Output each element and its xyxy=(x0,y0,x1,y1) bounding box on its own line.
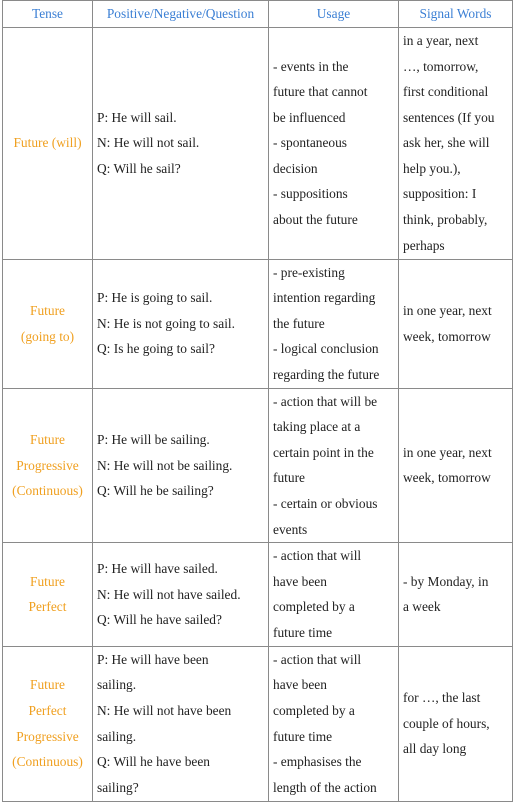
signal-words-cell xyxy=(399,388,513,543)
header-tense: Tense xyxy=(3,1,93,28)
usage-line: decision xyxy=(273,160,318,176)
example-line: N: He will not be sailing. xyxy=(97,457,233,473)
usage-line: regarding the future xyxy=(273,366,380,382)
examples-cell xyxy=(93,646,269,801)
example-line: Q: Will he have been xyxy=(97,754,210,770)
header-row xyxy=(3,1,513,28)
examples-cell xyxy=(93,388,269,543)
tense-line: Future xyxy=(30,431,65,447)
usage-line: intention regarding xyxy=(273,290,376,306)
example-line: P: He will sail. xyxy=(97,109,177,125)
signal-line: help you.), xyxy=(403,160,461,176)
tense-cell xyxy=(3,646,93,801)
usage-line: certain point in the xyxy=(273,444,374,460)
example-line: P: He is going to sail. xyxy=(97,290,213,306)
usage-line: - pre-existing xyxy=(273,264,345,280)
usage-line: be influenced xyxy=(273,109,346,125)
example-line: P: He will have been xyxy=(97,651,209,667)
usage-line: - emphasises the xyxy=(273,754,362,770)
usage-line: future that cannot xyxy=(273,84,368,100)
example-line: N: He will not have been xyxy=(97,702,232,718)
usage-cell xyxy=(269,543,399,646)
tense-line: (going to) xyxy=(20,328,75,344)
signal-line: for …, the last xyxy=(403,690,481,706)
usage-line: length of the action xyxy=(273,779,377,795)
signal-words-cell xyxy=(399,259,513,388)
signal-line: in one year, next xyxy=(403,303,492,318)
example-line: Q: Will he sail? xyxy=(97,160,181,176)
example-line: Q: Will he be sailing? xyxy=(97,483,214,499)
usage-line: - action that will xyxy=(273,651,362,667)
tense-line: (Continuous) xyxy=(12,483,83,499)
signal-line: week, tomorrow xyxy=(403,470,491,486)
signal-line: - by Monday, in xyxy=(403,573,489,589)
usage-line: have been xyxy=(273,573,327,589)
usage-line: completed by a xyxy=(273,599,355,615)
usage-cell xyxy=(269,646,399,801)
examples-cell xyxy=(93,259,269,388)
signal-words-cell xyxy=(399,543,513,646)
usage-line: future time xyxy=(273,728,333,744)
signal-line: …, tomorrow, xyxy=(403,58,479,74)
tense-line: Perfect xyxy=(28,599,67,615)
usage-line: the future xyxy=(273,315,325,331)
table-row xyxy=(3,388,513,543)
tense-cell xyxy=(3,259,93,388)
signal-line: first conditional xyxy=(403,84,489,100)
header-positive-negative-question: Positive/Negative/Question xyxy=(93,1,269,28)
signal-words-cell xyxy=(399,27,513,259)
signal-words-cell xyxy=(399,646,513,801)
usage-line: - suppositions xyxy=(273,186,348,202)
example-line: sailing. xyxy=(97,677,137,693)
usage-cell xyxy=(269,27,399,259)
header-usage: Usage xyxy=(269,1,399,28)
tense-line: Perfect xyxy=(28,702,67,718)
example-line: N: He will not have sailed. xyxy=(97,586,241,602)
signal-line: supposition: I xyxy=(403,186,477,202)
usage-line: completed by a xyxy=(273,702,355,718)
signal-line: think, probably, xyxy=(403,212,488,228)
usage-line: - certain or obvious xyxy=(273,495,378,511)
signal-line: a week xyxy=(403,599,441,615)
tense-line: Future (will) xyxy=(13,135,82,151)
tenses-table xyxy=(2,0,513,802)
signal-line: all day long xyxy=(403,741,467,757)
signal-line: in one year, next xyxy=(403,444,492,460)
usage-cell xyxy=(269,388,399,543)
usage-line: about the future xyxy=(273,212,358,228)
example-line: Q: Will he have sailed? xyxy=(97,612,222,628)
usage-line: - logical conclusion xyxy=(273,341,379,357)
usage-line: - action that will xyxy=(273,548,362,564)
tense-line: Future xyxy=(30,573,65,589)
tense-line: Progressive xyxy=(16,728,79,744)
tense-cell xyxy=(3,388,93,543)
example-line: N: He is not going to sail. xyxy=(97,315,235,331)
usage-line: future time xyxy=(273,624,333,640)
usage-line: - spontaneous xyxy=(273,135,348,151)
example-line: P: He will have sailed. xyxy=(97,560,218,576)
usage-line: future xyxy=(273,470,305,486)
usage-line: - action that will be xyxy=(273,393,378,409)
table-row xyxy=(3,27,513,259)
tense-line: Progressive xyxy=(16,457,79,473)
examples-cell xyxy=(93,27,269,259)
example-line: sailing? xyxy=(97,779,139,795)
example-line: sailing. xyxy=(97,728,137,744)
example-line: Q: Is he going to sail? xyxy=(97,341,215,357)
example-line: N: He will not sail. xyxy=(97,135,200,151)
signal-line: week, tomorrow xyxy=(403,328,491,344)
tense-line: (Continuous) xyxy=(12,754,83,770)
usage-line: events xyxy=(273,521,308,537)
example-line: P: He will be sailing. xyxy=(97,431,210,447)
usage-line: have been xyxy=(273,677,327,693)
tense-cell xyxy=(3,543,93,646)
usage-line: - events in the xyxy=(273,58,349,74)
examples-cell xyxy=(93,543,269,646)
tense-line: Future xyxy=(30,677,65,693)
signal-line: ask her, she will xyxy=(403,135,490,151)
table-row xyxy=(3,543,513,646)
tense-cell xyxy=(3,27,93,259)
usage-cell xyxy=(269,259,399,388)
signal-line: sentences (If you xyxy=(403,109,495,125)
signal-line: in a year, next xyxy=(403,32,479,48)
table-row xyxy=(3,259,513,388)
signal-line: perhaps xyxy=(403,237,445,253)
signal-line: couple of hours, xyxy=(403,715,490,731)
usage-line: taking place at a xyxy=(273,419,361,435)
table-row xyxy=(3,646,513,801)
tense-line: Future xyxy=(30,303,65,318)
header-signal-words: Signal Words xyxy=(399,1,513,28)
